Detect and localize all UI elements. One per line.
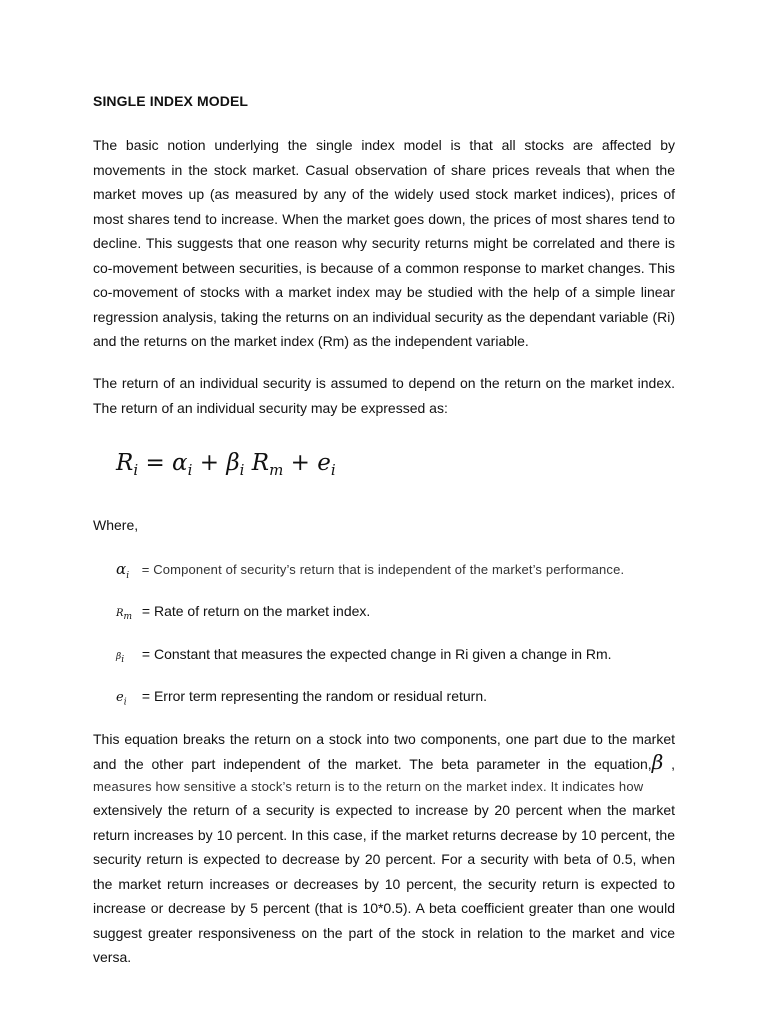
single-index-equation: [116, 450, 336, 479]
eq-plus-1: +: [192, 450, 227, 476]
eq-rm-sub: m: [269, 461, 284, 479]
eq-alpha-sub: i: [187, 461, 193, 479]
rm-definition-text: = Rate of return on the market index.: [141, 603, 371, 619]
alpha-symbol: $\alpha_i$: [116, 560, 130, 581]
eq-e-sub: i: [330, 461, 336, 479]
eq-lhs: R: [116, 450, 134, 476]
eq-alpha: α: [172, 450, 188, 476]
eq-equals: =: [145, 450, 173, 476]
paragraph-intro: The basic notion underlying the single index model is that all stocks are affected by movements in the stock market. Casual observation of share prices reveals that when the market moves up (as measured by any of the widely used stock market indices), prices of most shares tend to increase. When the market goes down, the prices of most shares tend to decline. This suggests that one reason why security returns might be correlated and there is co-movement between securities, is because of a common response to market changes. This co-movement of stocks with a market index may be studied with the help of a simple linear regression analysis, taking the returns on an individual security as the dependant variable (Ri) and the returns on the market index (Rm) as the independent variable.: [93, 137, 675, 349]
rm-symbol: $R_m$: [116, 608, 133, 622]
beta-para-line1: This equation breaks the return on a stock into two components, one part due to the market: [93, 731, 675, 747]
beta-para-line3: measures how sensitive a stock’s return is to the return on the market index. It indicates how: [93, 779, 644, 794]
beta-definition-text: = Constant that measures the expected change in Ri given a change in Rm.: [141, 646, 612, 662]
definition-alpha: [116, 560, 624, 581]
paragraph-return: The return of an individual security is assumed to depend on the return on the market index. The return of an individual security may be expressed as:: [93, 375, 675, 416]
error-definition-text: = Error term representing the random or residual return.: [141, 688, 487, 704]
eq-beta-sub: i: [239, 461, 245, 479]
eq-rm: R: [251, 450, 270, 476]
beta-symbol: $\beta_i$: [116, 652, 125, 665]
beta-para-line2: and the other part independent of the market. The beta parameter in the equation,β ,: [93, 749, 676, 774]
beta-inline-symbol: β: [651, 749, 664, 774]
eq-beta: β: [226, 450, 240, 476]
where-label: Where,: [93, 517, 139, 533]
definition-error: [116, 688, 487, 708]
definition-rm: [116, 603, 370, 622]
alpha-definition-text: = Component of security’s return that is independent of the market’s performance.: [141, 562, 625, 577]
eq-lhs-sub: i: [133, 461, 139, 479]
page-title: SINGLE INDEX MODEL: [93, 93, 249, 109]
paragraph-beta: [93, 727, 675, 970]
error-symbol: $e_i$: [116, 690, 127, 708]
definition-beta: [116, 646, 612, 665]
eq-plus-2: +: [283, 450, 318, 476]
eq-e: e: [317, 450, 331, 476]
beta-para-rest: extensively the return of a security is expected to increase by 20 percent when the market return increases by 10 percent. In this case, if the market returns decrease by 10 percent, the security return is expected to decrease by 20 percent. For a security with beta of 0.5, when the market return increases or decreases by 10 percent, the security return is expected to increase or decrease by 5 percent (that is 10*0.5). A beta coefficient greater than one would suggest greater responsiveness on the part of the stock in relation to the market and vice versa.: [93, 802, 675, 965]
